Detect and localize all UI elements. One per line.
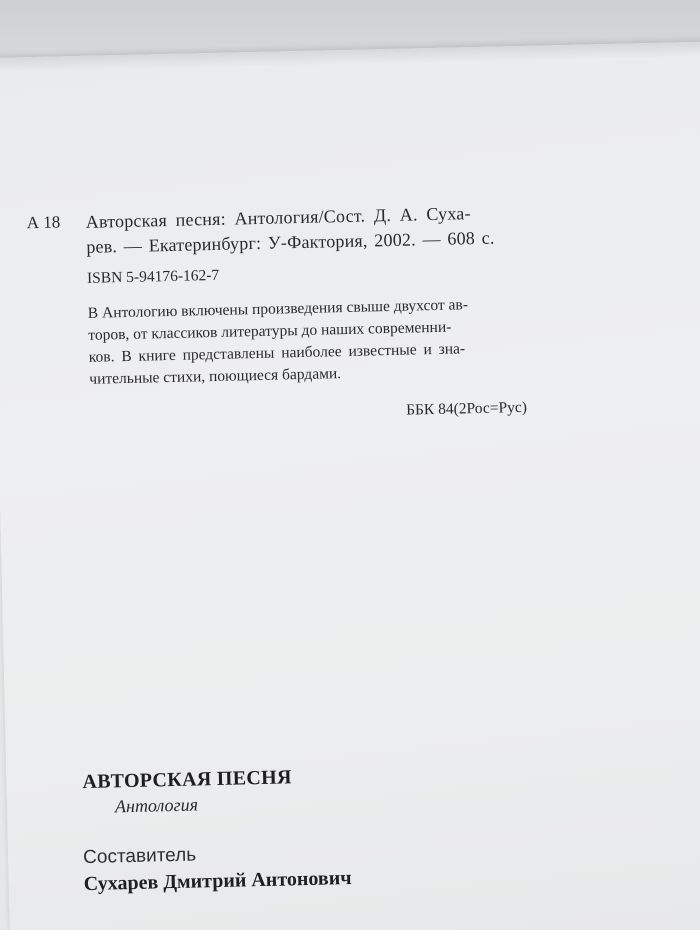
imprint-page [0, 41, 700, 930]
book-title: АВТОРСКАЯ ПЕСНЯ [82, 766, 292, 794]
book-subtitle: Антология [114, 794, 199, 817]
annotation-line-3: ков. В книге представлены наиболее известные и зна- [88, 340, 466, 366]
annotation-line-2: торов, от классиков литературы до наших современни- [88, 318, 452, 344]
annotation-line-1: В Антологию включены произведения свыше двухсот ав- [87, 296, 469, 322]
compiler-name: Сухарев Дмитрий Антонович [83, 867, 352, 896]
compiler-label: Составитель [82, 844, 197, 869]
isbn: ISBN 5-94176-162-7 [86, 266, 220, 287]
catalog-entry-line-1: Авторская песня: Антология/Сост. Д. А. Суха- [85, 203, 471, 232]
catalog-code: А 18 [26, 212, 61, 233]
bbk-code: ББК 84(2Рос=Рус) [405, 398, 528, 419]
catalog-entry-line-2: рев. — Екатеринбург: У-Фактория, 2002. — 608 с. [86, 227, 495, 257]
annotation-line-4: чительные стихи, поющиеся бардами. [89, 365, 342, 388]
